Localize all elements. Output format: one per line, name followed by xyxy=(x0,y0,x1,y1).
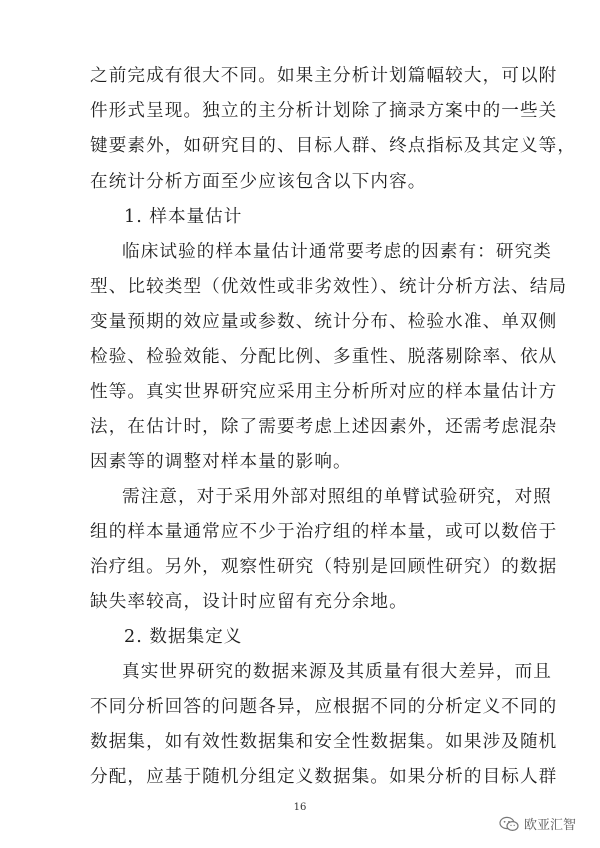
section-heading-sample-size: 1. 样本量估计 xyxy=(124,207,243,227)
paragraph-line: 法，在估计时，除了需要考虑上述因素外，还需考虑混杂 xyxy=(90,417,558,437)
paragraph-line: 缺失率较高，设计时应留有充分余地。 xyxy=(90,592,408,612)
paragraph-line: 治疗组。另外，观察性研究（特别是回顾性研究）的数据 xyxy=(90,557,558,577)
paragraph-line: 型、比较类型（优效性或非劣效性）、统计分析方法、结局 xyxy=(90,277,568,297)
paragraph-line: 分配，应基于随机分组定义数据集。如果分析的目标人群 xyxy=(90,767,558,787)
paragraph-line: 在统计分析方面至少应该包含以下内容。 xyxy=(90,172,427,192)
paragraph-line: 键要素外，如研究目的、目标人群、终点指标及其定义等， xyxy=(90,136,577,156)
page-number: 16 xyxy=(293,802,307,813)
paragraph-line: 数据集，如有效性数据集和安全性数据集。如果涉及随机 xyxy=(90,732,558,752)
watermark xyxy=(499,814,576,833)
paragraph-line: 变量预期的效应量或参数、统计分布、检验水准、单双侧 xyxy=(90,312,558,332)
paragraph-line: 不同分析回答的问题各异，应根据不同的分析定义不同的 xyxy=(90,697,558,717)
paragraph-line: 组的样本量通常应不少于治疗组的样本量，或可以数倍于 xyxy=(90,522,558,542)
paragraph-line: 需注意，对于采用外部对照组的单臂试验研究，对照 xyxy=(122,487,552,507)
wechat-icon xyxy=(499,816,519,832)
paragraph-line: 之前完成有很大不同。如果主分析计划篇幅较大，可以附 xyxy=(90,66,558,86)
paragraph-line: 因素等的调整对样本量的影响。 xyxy=(90,452,352,472)
paragraph-line: 检验、检验效能、分配比例、多重性、脱落剔除率、依从 xyxy=(90,347,558,367)
paragraph-line: 临床试验的样本量估计通常要考虑的因素有：研究类 xyxy=(122,242,552,262)
paragraph-line: 性等。真实世界研究应采用主分析所对应的样本量估计方 xyxy=(90,382,558,402)
section-heading-dataset-definition: 2. 数据集定义 xyxy=(124,627,243,647)
paragraph-line: 件形式呈现。独立的主分析计划除了摘录方案中的一些关 xyxy=(90,101,558,121)
watermark-text: 欧亚汇智 xyxy=(523,818,576,833)
paragraph-line: 真实世界研究的数据来源及其质量有很大差异，而且 xyxy=(122,662,552,682)
